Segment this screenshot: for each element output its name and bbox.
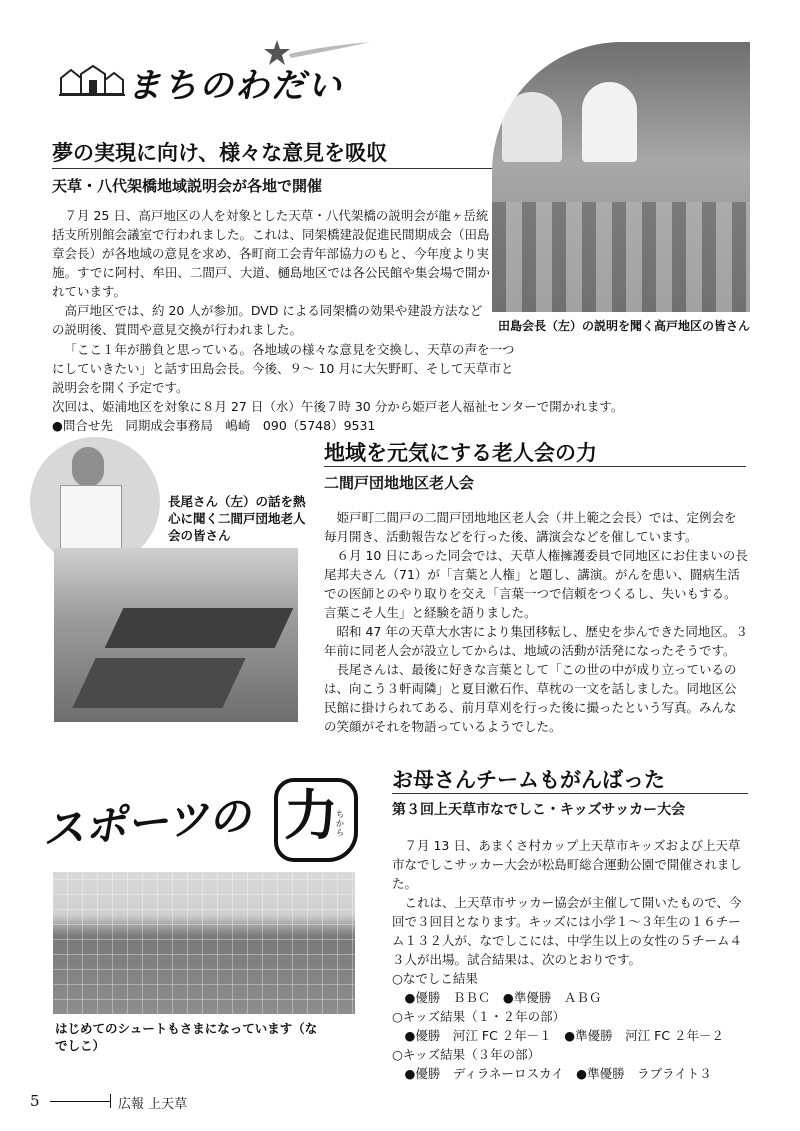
article2-paragraph: ６月 10 日にあった同会では、天草人権擁護委員で同地区にお住まいの長尾邦夫さん（71）が「言葉と人権」と題し、講演。がんを患い、闘病生活での医師とのやり取りを交え「言葉一つで信頼をつくるし、失いもする。言葉こそ人生」と経験を語りました。 — [324, 548, 748, 620]
result-line: ○キッズ結果（１・２年の部） — [392, 1009, 566, 1024]
article1-paragraph: 「ここ１年が勝負と思っている。各地域の様々な意見を交換し、天草の声を一つにしていきたい」と話す田島会長。今後、９～ 10 月に大矢野町、そして天草市と説明会を開く予定です。 — [52, 342, 515, 395]
houses-icon — [59, 64, 125, 96]
article1-subhead: 天草・八代架橋地域説明会が各地で開催 — [52, 177, 323, 195]
power-badge — [274, 778, 358, 862]
result-line: ●優勝 ディラネーロスカイ ●準優勝 ラブライト３ — [392, 1066, 712, 1081]
footer-rule — [50, 1101, 110, 1102]
sports-paragraph: これは、上天草市サッカー協会が主催して開いたもので、今回で３回目となります。キッズには小学１～３年生の１６チーム１３２人が、なでしこには、中学生以上の女性の５チーム４３人が出場。試合結果は、次のとおりです。 — [392, 895, 743, 967]
divider — [324, 466, 746, 467]
article1-headline: 夢の実現に向け、様々な意見を吸収 — [52, 141, 388, 165]
article1-body-wide — [52, 340, 752, 435]
photo-seniors-group — [54, 548, 298, 722]
contact-line: ●問合せ先 同期成会事務局 嶋崎 090（5748）9531 — [52, 418, 376, 433]
divider — [392, 793, 748, 794]
footer-tick — [110, 1094, 111, 1108]
article2-paragraph: 姫戸町二間戸の二間戸団地地区老人会（井上範之会長）では、定例会を毎月開き、活動報告などを行った後、講演会などを催しています。 — [324, 510, 737, 544]
article2-body — [324, 508, 748, 736]
sports-banner — [42, 778, 352, 858]
footer — [30, 1092, 330, 1112]
publication-name: 広報 上天草 — [118, 1097, 188, 1112]
result-line: ○キッズ結果（３年の部） — [392, 1047, 541, 1062]
power-badge-ruby: ちから — [336, 810, 344, 837]
divider — [52, 168, 502, 169]
result-line: ●優勝 ＢＢＣ ●準優勝 ＡＢＧ — [392, 990, 602, 1005]
article1-body — [52, 206, 492, 339]
masthead — [55, 38, 385, 108]
sports-subhead: 第３回上天草市なでしこ・キッズサッカー大会 — [392, 802, 686, 818]
sports-paragraph: ７月 13 日、あまくさ村カップ上天草市キッズおよび上天草市なでしこサッカー大会が松島町総合運動公園で開催されました。 — [392, 838, 742, 891]
power-badge-kanji: 力 — [284, 784, 338, 847]
sports-body — [392, 836, 748, 1083]
article1-paragraph: ７月 25 日、高戸地区の人を対象とした天草・八代架橋の説明会が龍ヶ岳統括支所別館会議室で行われました。これは、同架橋建設促進民間期成会（田島章会長）が各地域の意見を求め、各町商工会青年部協力のもと、今年度より実施。すでに阿村、牟田、二間戸、大道、樋島地区では各公民館や集会場で開かれています。 — [52, 208, 490, 299]
page-number: 5 — [30, 1092, 40, 1110]
article1-paragraph: 次回は、姫浦地区を対象に８月 27 日（水）午後７時 30 分から姫戸老人福祉センターで開かれます。 — [52, 399, 624, 414]
result-line: ○なでしこ結果 — [392, 971, 478, 986]
sports-banner-text: スポーツの — [40, 790, 252, 855]
sports-photo-caption: はじめてのシュートもさまになっています（なでしこ） — [55, 1021, 318, 1053]
photo-meeting — [492, 42, 750, 312]
sports-headline: お母さんチームもがんばった — [392, 768, 665, 792]
article2-paragraph: 長尾さんは、最後に好きな言葉として「この世の中が成り立っているのは、向こう３軒両隣」と夏目漱石作、草枕の一文を話しました。同地区公民館に掛けられてある、前月草刈を行った後に撮ったという写真。みんなの笑顔がそれを物語っているようでした。 — [324, 662, 737, 734]
result-line: ●優勝 河江 FC ２年－１ ●準優勝 河江 FC ２年－２ — [392, 1028, 725, 1043]
article2-photo-caption: 長尾さん（左）の話を熱心に聞く二間戸団地老人会の皆さん — [168, 494, 306, 543]
article1-photo-caption: 田島会長（左）の説明を聞く高戸地区の皆さん — [498, 319, 751, 333]
photo-soccer — [53, 872, 355, 1014]
article2-paragraph: 昭和 47 年の天草大水害により集団移転し、歴史を歩んできた同地区。３年前に同老人会が設立してからは、地域の活動が活発になったそうです。 — [324, 624, 748, 658]
article1-paragraph: 高戸地区では、約 20 人が参加。DVD による同架橋の効果や建設方法などの説明後、質問や意見交換が行われました。 — [52, 303, 483, 337]
star-icon — [263, 38, 373, 68]
masthead-title: まちのわだい — [127, 66, 343, 106]
article2-headline: 地域を元気にする老人会の力 — [324, 441, 597, 465]
article2-subhead: 二間戸団地地区老人会 — [324, 474, 475, 492]
